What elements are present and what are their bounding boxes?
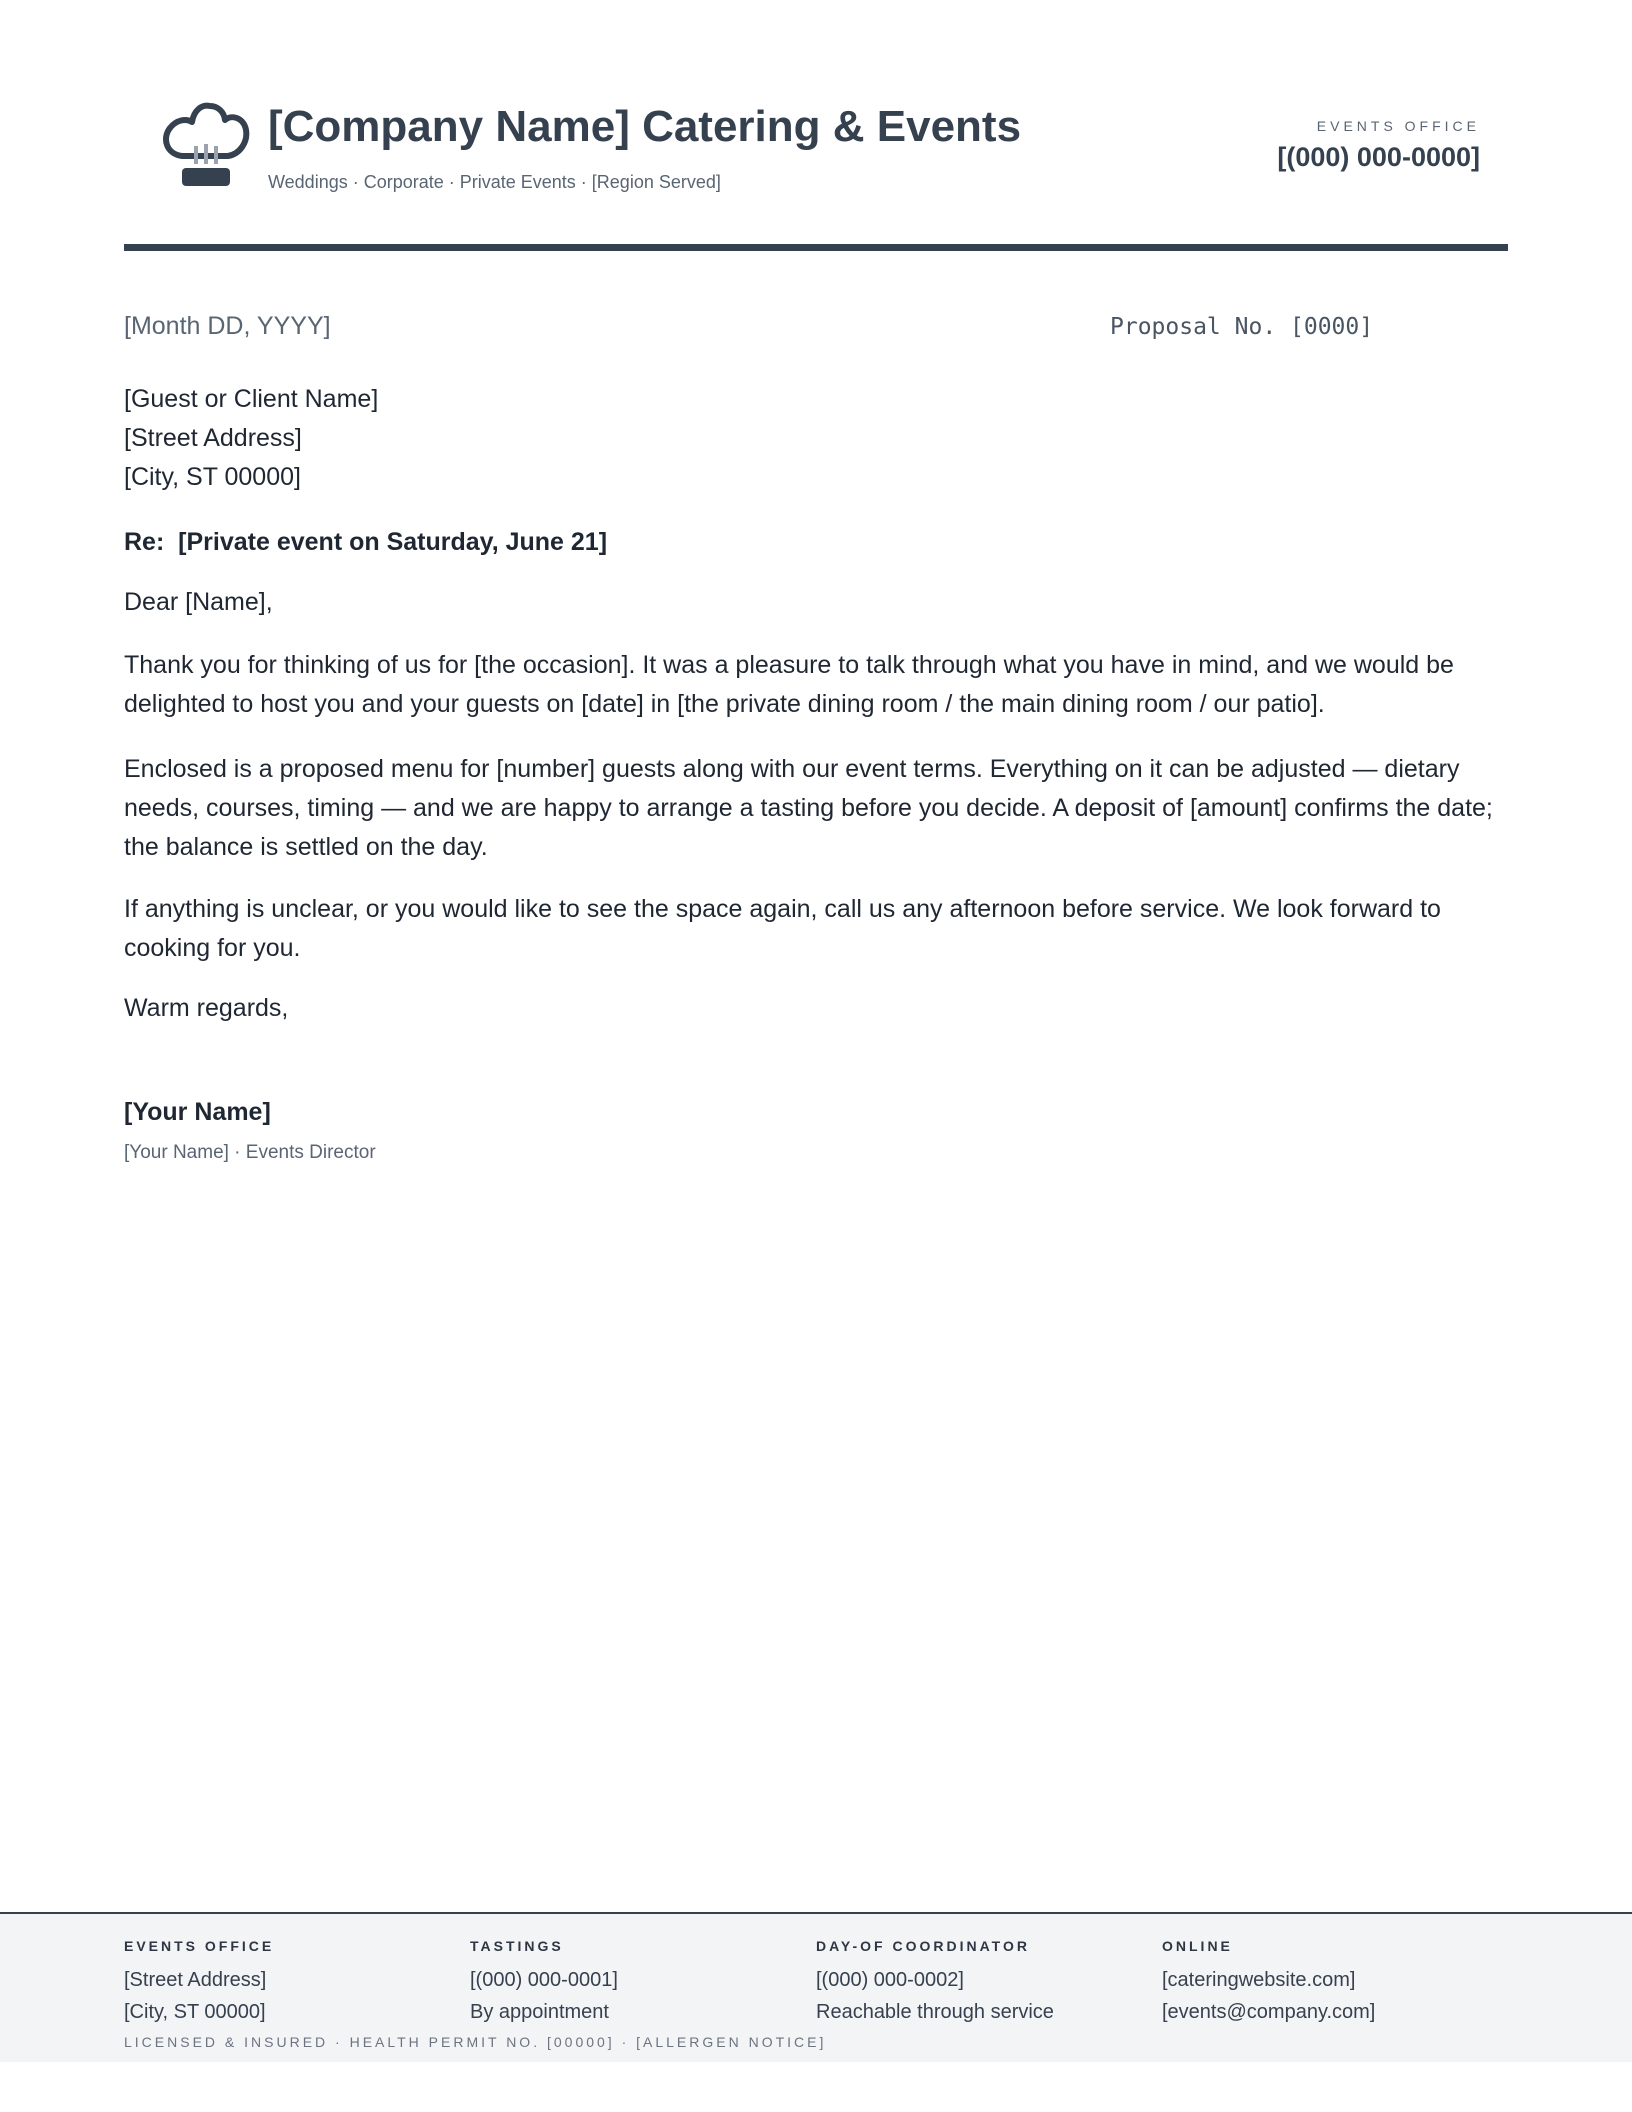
events-office-label: EVENTS OFFICE (1316, 118, 1480, 134)
footer-column-online (1162, 1938, 1492, 2028)
footer-phone[interactable]: [(000) 000-0001] (470, 1969, 618, 1991)
signature-name: [Your Name] (124, 1098, 271, 1126)
recipient-name: [Guest or Client Name] (124, 385, 379, 413)
recipient-city: [City, ST 00000] (124, 463, 301, 491)
chef-hat-icon (160, 98, 250, 190)
recipient-address (124, 380, 378, 497)
subject-line: Re: [Private event on Saturday, June 21] (124, 528, 608, 556)
footer-heading: TASTINGS (470, 1938, 564, 1954)
proposal-number: Proposal No. [0000] (1110, 314, 1374, 340)
footer-line: [Street Address] (124, 1969, 267, 1991)
signature-title: [Your Name] · Events Director (124, 1142, 376, 1163)
footer-heading: ONLINE (1162, 1938, 1233, 1954)
footer-column-day-of-coordinator (816, 1938, 1146, 2028)
legal-notice: LICENSED & INSURED · HEALTH PERMIT NO. [00000] · [ALLERGEN NOTICE] (124, 2034, 827, 2050)
letter-footer (0, 1912, 1632, 2062)
footer-column-events-office (124, 1938, 454, 2028)
footer-line: Reachable through service (816, 2001, 1054, 2023)
company-tagline: Weddings · Corporate · Private Events · [Region Served] (268, 172, 721, 192)
letter-date: [Month DD, YYYY] (124, 312, 331, 340)
recipient-street: [Street Address] (124, 424, 302, 452)
letterhead (124, 94, 1508, 204)
closing: Warm regards, (124, 994, 289, 1022)
body-paragraph: Enclosed is a proposed menu for [number] guests along with our event terms. Everything on it can be adjusted — dietary needs, courses, timing — and we are happy to arrange a tasting before you decide. A deposit of [amount] confirms the date; the balance is settled on the day. (124, 755, 1493, 861)
email-link[interactable]: [events@company.com] (1162, 2001, 1376, 2023)
footer-line: [City, ST 00000] (124, 2001, 266, 2023)
events-office-phone[interactable]: [(000) 000-0000] (1277, 142, 1480, 172)
footer-phone[interactable]: [(000) 000-0002] (816, 1969, 964, 1991)
footer-line: By appointment (470, 2001, 609, 2023)
website-link[interactable]: [cateringwebsite.com] (1162, 1969, 1356, 1991)
footer-heading: DAY-OF COORDINATOR (816, 1938, 1030, 1954)
header-divider (124, 244, 1508, 251)
footer-heading: EVENTS OFFICE (124, 1938, 275, 1954)
body-paragraph: Thank you for thinking of us for [the occasion]. It was a pleasure to talk through what you have in mind, and we would be delighted to host you and your guests on [date] in [the private dining room / the main dining room / our patio]. (124, 651, 1454, 718)
body-paragraph: If anything is unclear, or you would like to see the space again, call us any afternoon before service. We look forward to cooking for you. (124, 895, 1441, 962)
footer-column-tastings (470, 1938, 800, 2028)
salutation: Dear [Name], (124, 588, 273, 616)
company-name: [Company Name] Catering & Events (268, 102, 1022, 151)
